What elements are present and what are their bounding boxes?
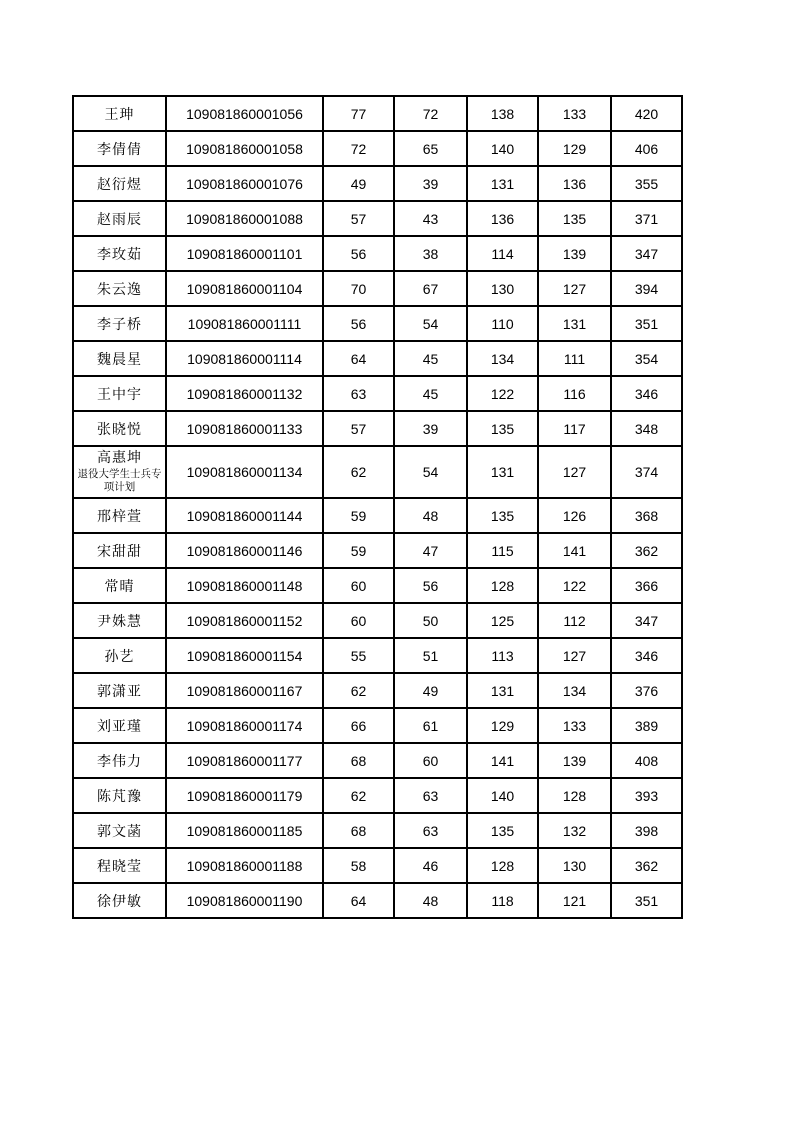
- score-2: 47: [394, 533, 467, 568]
- score-2: 48: [394, 498, 467, 533]
- total-score: 393: [611, 778, 682, 813]
- score-1: 70: [323, 271, 394, 306]
- total-score: 355: [611, 166, 682, 201]
- table-row: [73, 271, 682, 306]
- total-score: 374: [611, 446, 682, 498]
- score-2: 39: [394, 166, 467, 201]
- score-1: 56: [323, 306, 394, 341]
- score-4: 122: [538, 568, 611, 603]
- candidate-number: 109081860001132: [166, 376, 323, 411]
- student-name: 宋甜甜: [73, 533, 166, 568]
- table-row: [73, 778, 682, 813]
- table-row: [73, 673, 682, 708]
- score-4: 134: [538, 673, 611, 708]
- student-name: 赵雨辰: [73, 201, 166, 236]
- student-name: 李玫茹: [73, 236, 166, 271]
- score-3: 128: [467, 848, 538, 883]
- score-4: 128: [538, 778, 611, 813]
- score-2: 43: [394, 201, 467, 236]
- score-4: 136: [538, 166, 611, 201]
- total-score: 351: [611, 306, 682, 341]
- score-4: 133: [538, 96, 611, 131]
- score-3: 118: [467, 883, 538, 918]
- score-2: 51: [394, 638, 467, 673]
- score-3: 110: [467, 306, 538, 341]
- score-1: 49: [323, 166, 394, 201]
- total-score: 398: [611, 813, 682, 848]
- score-1: 68: [323, 743, 394, 778]
- score-1: 77: [323, 96, 394, 131]
- student-name: 孙艺: [73, 638, 166, 673]
- candidate-number: 109081860001179: [166, 778, 323, 813]
- score-2: 63: [394, 778, 467, 813]
- student-name: 张晓悦: [73, 411, 166, 446]
- score-1: 58: [323, 848, 394, 883]
- table-row: [73, 131, 682, 166]
- special-plan-note: 退役大学生士兵专项计划: [77, 469, 162, 493]
- total-score: 346: [611, 376, 682, 411]
- score-3: 141: [467, 743, 538, 778]
- score-1: 64: [323, 883, 394, 918]
- score-1: 59: [323, 533, 394, 568]
- table-row: [73, 201, 682, 236]
- score-2: 45: [394, 341, 467, 376]
- candidate-number: 109081860001167: [166, 673, 323, 708]
- score-2: 38: [394, 236, 467, 271]
- student-name: 郭文菡: [73, 813, 166, 848]
- table-row: [73, 848, 682, 883]
- score-2: 63: [394, 813, 467, 848]
- score-2: 60: [394, 743, 467, 778]
- score-4: 126: [538, 498, 611, 533]
- score-3: 140: [467, 778, 538, 813]
- total-score: 362: [611, 848, 682, 883]
- table-row: [73, 411, 682, 446]
- score-1: 62: [323, 778, 394, 813]
- table-row: [73, 708, 682, 743]
- score-3: 113: [467, 638, 538, 673]
- student-name: 郭潇亚: [73, 673, 166, 708]
- score-1: 59: [323, 498, 394, 533]
- candidate-number: 109081860001154: [166, 638, 323, 673]
- total-score: 408: [611, 743, 682, 778]
- score-3: 115: [467, 533, 538, 568]
- score-2: 65: [394, 131, 467, 166]
- score-1: 57: [323, 411, 394, 446]
- score-3: 130: [467, 271, 538, 306]
- student-name: 邢梓萱: [73, 498, 166, 533]
- score-3: 140: [467, 131, 538, 166]
- table-row: [73, 236, 682, 271]
- total-score: 366: [611, 568, 682, 603]
- score-3: 135: [467, 411, 538, 446]
- score-1: 60: [323, 568, 394, 603]
- score-3: 125: [467, 603, 538, 638]
- table-row: [73, 883, 682, 918]
- total-score: 362: [611, 533, 682, 568]
- student-name: 刘亚瑾: [73, 708, 166, 743]
- student-name: 赵衍煜: [73, 166, 166, 201]
- score-2: 67: [394, 271, 467, 306]
- score-3: 131: [467, 166, 538, 201]
- table-row: [73, 341, 682, 376]
- score-2: 39: [394, 411, 467, 446]
- score-4: 112: [538, 603, 611, 638]
- score-1: 57: [323, 201, 394, 236]
- score-table: [72, 95, 683, 919]
- score-2: 61: [394, 708, 467, 743]
- score-4: 139: [538, 236, 611, 271]
- score-3: 136: [467, 201, 538, 236]
- table-row: [73, 498, 682, 533]
- score-4: 127: [538, 446, 611, 498]
- score-4: 130: [538, 848, 611, 883]
- score-2: 50: [394, 603, 467, 638]
- score-4: 127: [538, 638, 611, 673]
- candidate-number: 109081860001111: [166, 306, 323, 341]
- candidate-number: 109081860001104: [166, 271, 323, 306]
- student-name: 陈芃豫: [73, 778, 166, 813]
- student-name: 徐伊敏: [73, 883, 166, 918]
- student-name: 李伟力: [73, 743, 166, 778]
- candidate-number: 109081860001148: [166, 568, 323, 603]
- candidate-number: 109081860001177: [166, 743, 323, 778]
- table-row: [73, 568, 682, 603]
- student-name: 朱云逸: [73, 271, 166, 306]
- total-score: 351: [611, 883, 682, 918]
- candidate-number: 109081860001188: [166, 848, 323, 883]
- table-row: [73, 638, 682, 673]
- score-2: 46: [394, 848, 467, 883]
- score-3: 114: [467, 236, 538, 271]
- table-row: [73, 96, 682, 131]
- student-name: 常晴: [73, 568, 166, 603]
- score-3: 134: [467, 341, 538, 376]
- candidate-number: 109081860001058: [166, 131, 323, 166]
- score-3: 122: [467, 376, 538, 411]
- score-2: 72: [394, 96, 467, 131]
- total-score: 389: [611, 708, 682, 743]
- score-1: 56: [323, 236, 394, 271]
- score-1: 66: [323, 708, 394, 743]
- total-score: 347: [611, 236, 682, 271]
- score-2: 56: [394, 568, 467, 603]
- candidate-number: 109081860001133: [166, 411, 323, 446]
- score-4: 129: [538, 131, 611, 166]
- total-score: 371: [611, 201, 682, 236]
- candidate-number: 109081860001174: [166, 708, 323, 743]
- student-name: 程晓莹: [73, 848, 166, 883]
- candidate-number: 109081860001146: [166, 533, 323, 568]
- candidate-number: 109081860001185: [166, 813, 323, 848]
- score-3: 129: [467, 708, 538, 743]
- score-3: 135: [467, 813, 538, 848]
- score-4: 121: [538, 883, 611, 918]
- student-name: 李子桥: [73, 306, 166, 341]
- candidate-number: 109081860001114: [166, 341, 323, 376]
- score-1: 60: [323, 603, 394, 638]
- score-4: 131: [538, 306, 611, 341]
- score-2: 48: [394, 883, 467, 918]
- total-score: 394: [611, 271, 682, 306]
- student-name-cell: [73, 446, 166, 498]
- student-name: 魏晨星: [73, 341, 166, 376]
- table-row: [73, 533, 682, 568]
- score-3: 128: [467, 568, 538, 603]
- total-score: 406: [611, 131, 682, 166]
- score-table-body: [73, 96, 682, 918]
- student-name: 王珅: [73, 96, 166, 131]
- total-score: 420: [611, 96, 682, 131]
- total-score: 348: [611, 411, 682, 446]
- score-4: 133: [538, 708, 611, 743]
- student-name: 李倩倩: [73, 131, 166, 166]
- score-4: 132: [538, 813, 611, 848]
- score-1: 64: [323, 341, 394, 376]
- total-score: 354: [611, 341, 682, 376]
- score-2: 54: [394, 446, 467, 498]
- total-score: 376: [611, 673, 682, 708]
- score-1: 68: [323, 813, 394, 848]
- table-row: [73, 306, 682, 341]
- score-3: 135: [467, 498, 538, 533]
- candidate-number: 109081860001088: [166, 201, 323, 236]
- total-score: 368: [611, 498, 682, 533]
- candidate-number: 109081860001190: [166, 883, 323, 918]
- score-1: 62: [323, 446, 394, 498]
- candidate-number: 109081860001101: [166, 236, 323, 271]
- student-name: 尹姝慧: [73, 603, 166, 638]
- student-name: 王中宇: [73, 376, 166, 411]
- score-1: 62: [323, 673, 394, 708]
- score-1: 55: [323, 638, 394, 673]
- table-row: [73, 166, 682, 201]
- score-4: 135: [538, 201, 611, 236]
- total-score: 346: [611, 638, 682, 673]
- score-3: 131: [467, 446, 538, 498]
- candidate-number: 109081860001144: [166, 498, 323, 533]
- score-2: 54: [394, 306, 467, 341]
- table-row: [73, 743, 682, 778]
- total-score: 347: [611, 603, 682, 638]
- score-2: 49: [394, 673, 467, 708]
- score-1: 63: [323, 376, 394, 411]
- candidate-number: 109081860001134: [166, 446, 323, 498]
- table-row: [73, 603, 682, 638]
- score-3: 138: [467, 96, 538, 131]
- score-4: 127: [538, 271, 611, 306]
- candidate-number: 109081860001076: [166, 166, 323, 201]
- table-row: [73, 446, 682, 498]
- score-4: 117: [538, 411, 611, 446]
- table-row: [73, 813, 682, 848]
- score-4: 139: [538, 743, 611, 778]
- score-4: 141: [538, 533, 611, 568]
- score-4: 116: [538, 376, 611, 411]
- table-row: [73, 376, 682, 411]
- candidate-number: 109081860001152: [166, 603, 323, 638]
- student-name: 高惠坤: [97, 451, 142, 466]
- candidate-number: 109081860001056: [166, 96, 323, 131]
- score-4: 111: [538, 341, 611, 376]
- score-2: 45: [394, 376, 467, 411]
- score-1: 72: [323, 131, 394, 166]
- score-3: 131: [467, 673, 538, 708]
